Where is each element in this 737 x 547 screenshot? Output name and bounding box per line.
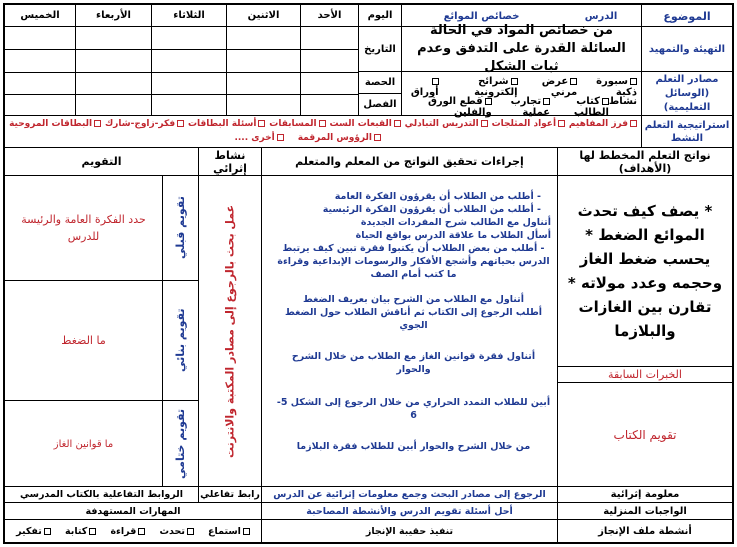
strategy-six-hats[interactable]: القبعات الست xyxy=(329,119,400,129)
activity-header: نشاط إثرائي xyxy=(198,148,261,176)
evaluation-cell xyxy=(5,176,198,487)
strategy-contests[interactable]: المسابقات xyxy=(269,119,325,129)
lesson-plan-sheet xyxy=(3,3,734,544)
evaluation-header: التقويم xyxy=(5,148,198,176)
skill-listening[interactable]: استماع xyxy=(208,526,250,537)
procedures-list xyxy=(261,176,557,487)
source-experiments[interactable]: تجارب عملية xyxy=(510,96,551,118)
period-label: الحصة xyxy=(358,72,401,94)
procedure-step-4: أسأل الطلاب ما علاقة الدرس بواقع الحياة xyxy=(355,230,551,241)
strategy-numbered-heads[interactable]: الرؤوس المرقمة xyxy=(298,133,381,143)
link-label: رابط تفاعلي xyxy=(198,487,261,503)
source-activity[interactable]: نشاط xyxy=(608,96,637,107)
eval-pre-text: حدد الفكرة العامة والرئيسة للدرس xyxy=(5,176,162,281)
strategy-options xyxy=(5,116,641,148)
strategy-fan-cards[interactable]: البطاقات المروحية xyxy=(9,119,101,129)
skill-reading[interactable]: قراءة xyxy=(110,526,145,537)
eval-formative-text: ما الضغط xyxy=(5,281,162,401)
sources-options xyxy=(401,72,641,116)
source-display[interactable]: عرض مرني xyxy=(541,76,578,98)
strategy-think-pair-share[interactable]: فكر-زاوج-شارك xyxy=(105,119,184,129)
eval-final-text: ما قوانين الغاز xyxy=(53,438,114,450)
strategy-reciprocal[interactable]: التدريس التبادلي xyxy=(405,119,488,129)
book-evaluation-label: تقويم الكتاب xyxy=(557,383,732,487)
procedure-step-5: - أطلب من بعض الطلاب أن يكتبوا فقرة تبين كيف يرتبط الدرس بحياتهم وأشجع الأفكار والرسومات الإبداعية وقراءة ما كتب أمام الصف xyxy=(277,243,550,280)
strategy-other[interactable]: أخرى .... xyxy=(234,133,283,143)
procedure-step-8: أتناول فقرة قوانين الغاز مع الطلاب من خلال الشرح والحوار xyxy=(291,351,536,375)
skill-thinking[interactable]: تفكير xyxy=(16,526,51,537)
prior-knowledge-label: الخبرات السابقة xyxy=(557,367,732,383)
intro-text: من خصائص المواد في الحالة السائلة القدرة على التدفق وعدم ثبات الشكل xyxy=(401,27,641,72)
day-header-thursday: الخميس xyxy=(5,5,75,27)
eval-pre-label-cell xyxy=(162,176,198,281)
class-label: الفصل xyxy=(358,94,401,116)
procedure-step-6: أتناول مع الطلاب من الشرح بيان بعريف الضغط xyxy=(302,294,524,305)
lesson-title: خصائص الموائع xyxy=(401,5,561,27)
skills-label: المهارات المستهدفة xyxy=(5,503,261,520)
subject-label: الموضوع xyxy=(641,5,732,27)
procedure-step-10: من خلال الشرح والحوار أبين للطلاب فقرة البلازما xyxy=(296,441,531,452)
eval-formative-label: تقويم بنائي xyxy=(174,308,187,373)
outcomes-text: * يصف كيف تحدث الموائع الضغط * يحسب ضغط الغاز وحجمه وعدد مولاته * تقارن بين الغازات والبلازما xyxy=(557,176,732,367)
strategy-label: استراتيجية التعلم النشط xyxy=(641,116,732,148)
procedures-header: إجراءات تحقيق النواتج من المعلم والمتعلم xyxy=(261,148,557,176)
eval-formative-label-cell xyxy=(162,281,198,401)
day-header-today: اليوم xyxy=(358,5,401,27)
eval-final-label-cell xyxy=(162,401,198,487)
activity-text: عمل بحث بالرجوع إلى مصادر المكتبة والانترنت xyxy=(223,204,237,458)
info-label: معلومة إثرائية xyxy=(557,487,732,503)
intro-label: التهيئة والتمهيد xyxy=(641,27,732,72)
eval-pre-label: تقويم قبلي xyxy=(174,196,187,260)
lesson-label: الدرس xyxy=(584,10,618,22)
homework-text: أحل أسئلة تقويم الدرس والأنشطة المصاحبة xyxy=(261,503,557,520)
day-header-sunday: الأحد xyxy=(300,5,358,27)
date-label: التاريخ xyxy=(358,27,401,72)
strategy-popsicle[interactable]: أعواد المثلجات xyxy=(492,119,565,129)
skill-writing[interactable]: كتابة xyxy=(65,526,96,537)
portfolio-label: أنشطة ملف الإنجاز xyxy=(557,520,732,542)
days-grid xyxy=(5,5,401,116)
source-papers[interactable]: أوراق xyxy=(405,76,439,98)
day-header-wednesday: الأربعاء xyxy=(75,5,151,27)
homework-label: الواجبات المنزلية xyxy=(557,503,732,520)
info-text: الرجوع إلى مصادر البحث وجمع معلومات إثرائية عن الدرس xyxy=(261,487,557,503)
portfolio-text: تنفيذ حقيبة الإنجاز xyxy=(261,520,557,542)
outcomes-header: نواتج التعلم المخطط لها (الأهداف) xyxy=(557,148,732,176)
activity-cell xyxy=(198,176,261,487)
day-header-monday: الاثنين xyxy=(226,5,300,27)
skills-options xyxy=(5,520,261,542)
skill-speaking[interactable]: تحدث xyxy=(159,526,193,537)
procedure-step-7: أطلب الرجوع إلى الكتاب ثم أناقش الطلاب حول الضغط الجوي xyxy=(284,307,543,331)
source-slides[interactable]: شرائح إلكترونية xyxy=(474,76,518,98)
source-paper-cork[interactable]: قطع الورق والفلين xyxy=(427,96,492,118)
sources-label: مصادر التعلم (الوسائل التعليمية) xyxy=(641,72,732,116)
procedure-step-1: - أطلب من الطلاب أن يقرؤون الفكرة العامة xyxy=(334,191,541,202)
source-textbook[interactable]: كتاب الطالب xyxy=(573,96,609,118)
source-smartboard[interactable]: سبورة ذكية xyxy=(596,76,637,98)
procedure-step-3: أتناول مع الطالب شرح المفردات الجديدة xyxy=(360,217,551,228)
link-text[interactable]: الروابط التفاعلية بالكتاب المدرسي xyxy=(5,487,198,503)
day-header-tuesday: الثلاثاء xyxy=(151,5,226,27)
strategy-concept-sort[interactable]: فرز المفاهيم xyxy=(569,119,637,129)
eval-final-label: تقويم ختامي xyxy=(174,408,187,480)
procedure-step-9: أبين للطلاب التمدد الحراري من خلال الرجوع إلى الشكل 5-6 xyxy=(276,397,551,421)
procedure-step-2: - أطلب من الطلاب أن يقرؤون الفكرة الرئيسية xyxy=(322,204,541,215)
strategy-card-questions[interactable]: أسئلة البطاقات xyxy=(188,119,265,129)
